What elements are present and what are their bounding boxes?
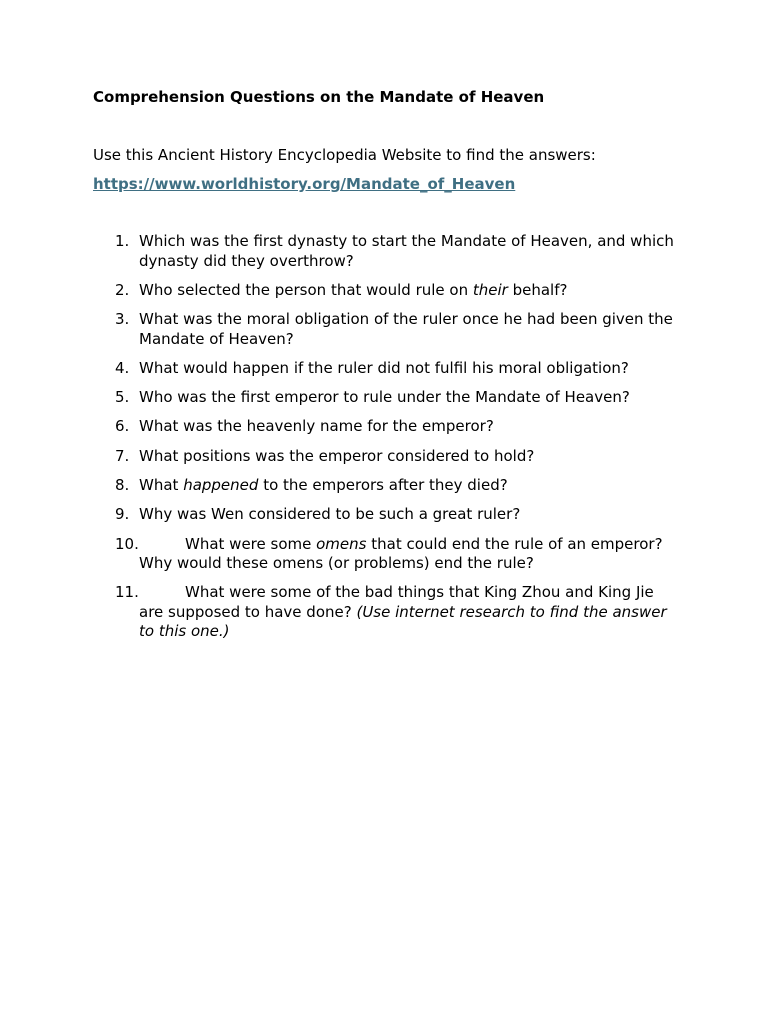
question-text: Who was the first emperor to rule under the Mandate of Heaven?	[139, 388, 630, 407]
question-emphasis: (Use internet research to find the answer to this one.)	[139, 602, 667, 641]
question-number: 2.	[115, 280, 130, 299]
question-item-11	[93, 583, 678, 642]
question-number: 9.	[115, 505, 130, 524]
question-emphasis: their	[472, 280, 508, 299]
question-text: What would happen if the ruler did not fulfil his moral obligation?	[139, 358, 629, 377]
question-emphasis: omens	[316, 534, 367, 553]
question-number: 4.	[115, 358, 130, 377]
question-text: Which was the first dynasty to start the Mandate of Heaven, and which dynasty did they overthrow?	[139, 232, 674, 270]
question-number: 6.	[115, 417, 130, 436]
question-item-5	[93, 388, 678, 408]
question-number: 11.	[115, 583, 139, 602]
question-text: What was the moral obligation of the ruler once he had been given the Mandate of Heaven?	[139, 310, 673, 348]
question-text-part: What were some of the bad things that King Zhou and King Jie are supposed to have done?	[139, 583, 654, 621]
question-text: What was the heavenly name for the emperor?	[139, 417, 494, 436]
question-item-8	[93, 476, 678, 496]
question-text-part: that could end the rule of an emperor? Why would these omens (or problems) end the rule?	[139, 534, 663, 573]
question-number: 5.	[115, 388, 130, 407]
question-item-6	[93, 417, 678, 437]
question-text-part: behalf?	[507, 280, 568, 299]
question-item-7	[93, 447, 678, 467]
intro-text: Use this Ancient History Encyclopedia Website to find the answers:	[93, 146, 596, 164]
question-text-part: What	[139, 476, 184, 495]
question-number: 7.	[115, 446, 130, 465]
question-text: What positions was the emperor considered to hold?	[139, 446, 535, 465]
question-item-4	[93, 359, 678, 379]
question-item-1	[93, 232, 678, 271]
question-number: 1.	[115, 232, 130, 250]
question-list	[93, 232, 678, 652]
question-number: 8.	[115, 476, 130, 495]
question-item-9	[93, 505, 678, 525]
document-title: Comprehension Questions on the Mandate of Heaven	[93, 88, 545, 106]
website-link[interactable]: https://www.worldhistory.org/Mandate_of_Heaven	[93, 175, 516, 193]
question-item-2	[93, 281, 678, 301]
question-text: Why was Wen considered to be such a great ruler?	[139, 505, 521, 524]
question-text-part: What were some	[185, 534, 317, 553]
question-item-3	[93, 310, 678, 349]
question-text-part: to the emperors after they died?	[258, 476, 508, 495]
question-text-part: Who selected the person that would rule on	[139, 280, 473, 299]
question-item-10	[93, 535, 678, 574]
question-number: 3.	[115, 310, 130, 329]
question-emphasis: happened	[183, 476, 259, 495]
question-number: 10.	[115, 534, 139, 553]
